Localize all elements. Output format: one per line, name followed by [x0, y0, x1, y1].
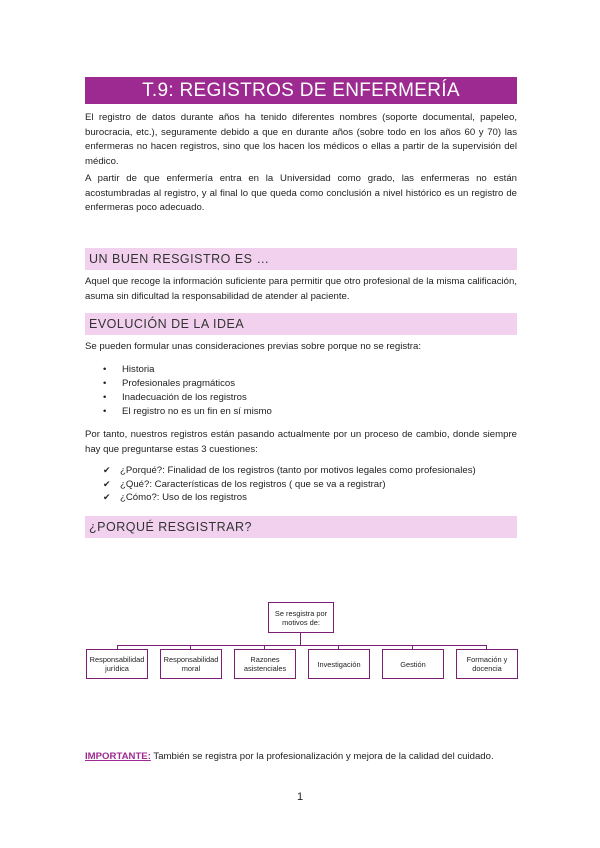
- list-item: • Inadecuación de los registros: [103, 392, 247, 403]
- checkmark-icon: ✔: [103, 478, 111, 489]
- diagram-node-formacion-docencia: Formación y docencia: [456, 649, 518, 679]
- bullet-icon: •: [103, 406, 107, 417]
- questions-list: [103, 464, 476, 505]
- reasons-list: [103, 363, 272, 419]
- page-title: T.9: REGISTROS DE ENFERMERÍA: [85, 77, 517, 104]
- list-item: ✔ ¿Qué?: Características de los registros ( que se va a registrar): [103, 478, 386, 490]
- diagram-node-responsabilidad-moral: Responsabilidad moral: [160, 649, 222, 679]
- list-item: • El registro no es un fin en sí mismo: [103, 406, 272, 417]
- important-text: También se registra por la profesionalización y mejora de la calidad del cuidado.: [150, 751, 494, 762]
- important-note: [85, 750, 517, 765]
- important-label: IMPORTANTE:: [85, 751, 151, 762]
- diagram-node-razones-asistenciales: Razones asistenciales: [234, 649, 296, 679]
- evolucion-text: Por tanto, nuestros registros están pasando actualmente por un proceso de cambio, donde siempre hay que preguntarse estas 3 cuestiones:: [85, 429, 517, 455]
- section-heading-evolucion: EVOLUCIÓN DE LA IDEA: [85, 313, 517, 335]
- diagram-connector: [300, 633, 301, 645]
- list-item: ✔ ¿Porqué?: Finalidad de los registros (tanto por motivos legales como profesionales): [103, 465, 476, 476]
- diagram-node-responsabilidad-juridica: Responsabilidad jurídica: [86, 649, 148, 679]
- list-item: • Historia: [103, 364, 155, 375]
- diagram-connector: [117, 645, 486, 646]
- evolucion-intro: Se pueden formular unas consideraciones previas sobre porque no se registra:: [85, 341, 421, 352]
- bullet-icon: •: [103, 378, 107, 389]
- diagram-node-gestion: Gestión: [382, 649, 444, 679]
- bullet-icon: •: [103, 392, 107, 403]
- intro-paragraph-1: El registro de datos durante años ha tenido diferentes nombres (soporte documental, papeleo, burocracia, etc.), seguramente debido a que en durante años (sobre todo en los años 60 y 70) las enfermeras no hacen registros, sino que los hacen los médicos o ellas a partir de la supervisión del médico.: [85, 112, 517, 167]
- buen-registro-text: Aquel que recoge la información suficiente para permitir que otro profesional de la misma calificación, asuma sin dificultad la responsabilidad de atender al paciente.: [85, 276, 517, 302]
- section-heading-porque-registrar: ¿PORQUÉ RESGISTRAR?: [85, 516, 517, 538]
- section-heading-buen-registro: UN BUEN RESGISTRO ES …: [85, 248, 517, 270]
- bullet-icon: •: [103, 364, 107, 375]
- intro-paragraph-2: A partir de que enfermería entra en la Universidad como grado, las enfermeras no están acostumbradas al registro, y al final lo que queda como conclusión a nivel histórico es un registro de enfermeras poco adecuado.: [85, 173, 517, 213]
- checkmark-icon: ✔: [103, 465, 111, 475]
- checkmark-icon: ✔: [103, 492, 111, 502]
- diagram-node-investigacion: Investigación: [308, 649, 370, 679]
- list-item: • Profesionales pragmáticos: [103, 378, 236, 389]
- page-number: 1: [296, 791, 304, 803]
- list-item: ✔ ¿Cómo?: Uso de los registros: [103, 492, 247, 503]
- diagram-root-node: Se resgistra por motivos de:: [268, 602, 334, 633]
